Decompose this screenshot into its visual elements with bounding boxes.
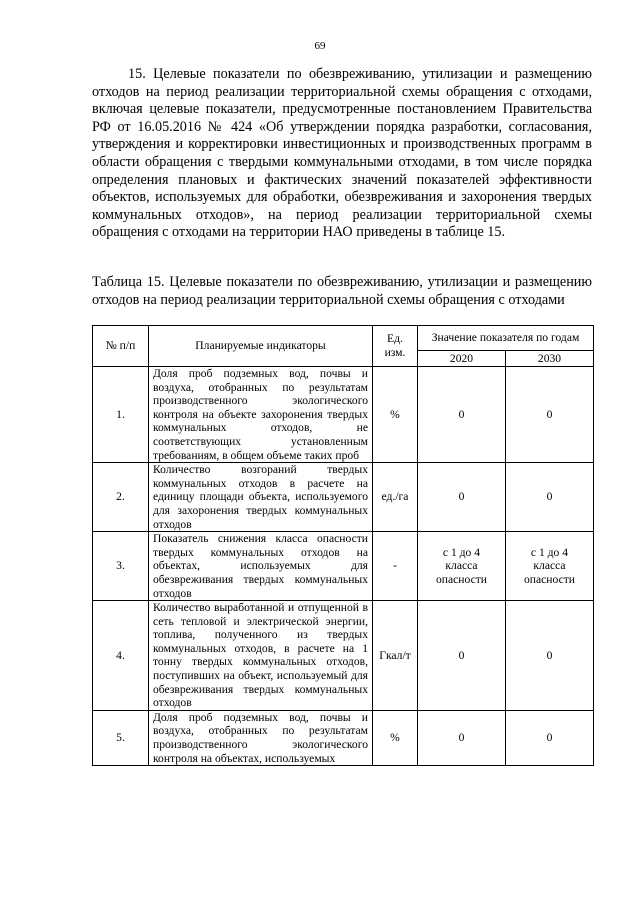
row-num: 4. <box>93 601 149 711</box>
header-unit: Ед. изм. <box>373 326 418 367</box>
row-value-2020: 0 <box>418 367 506 463</box>
row-indicator: Количество возгораний твердых коммунальных отходов в расчете на единицу площади объекта, используемого для захоронения твердых коммунальных отходов <box>149 463 373 532</box>
table-row <box>93 710 594 765</box>
row-value-2030: 0 <box>506 601 594 711</box>
table-row <box>93 532 594 601</box>
row-indicator: Количество выработанной и отпущенной в сеть тепловой и электрической энергии, топлива, полученного из твердых коммунальных отходов, в расчете на 1 тонну твердых коммунальных отходов, поступивших на объект, используемый для обезвреживания твердых коммунальных отходов <box>149 601 373 711</box>
target-indicators-table <box>92 325 594 766</box>
row-value-2020-text: с 1 до 4 класса опасности <box>435 545 487 586</box>
row-unit: - <box>373 532 418 601</box>
row-num: 3. <box>93 532 149 601</box>
row-value-2020: 0 <box>418 463 506 532</box>
header-indicator: Планируемые индикаторы <box>149 326 373 367</box>
row-value-2020: 0 <box>418 601 506 711</box>
row-indicator: Показатель снижения класса опасности твердых коммунальных отходов на объектах, используемых для обезвреживания твердых коммунальных отходов <box>149 532 373 601</box>
header-year-2030: 2030 <box>506 351 594 367</box>
row-value-2030: 0 <box>506 463 594 532</box>
row-unit: % <box>373 367 418 463</box>
header-value-group: Значение показателя по годам <box>418 326 594 351</box>
table-row <box>93 463 594 532</box>
row-num: 5. <box>93 710 149 765</box>
row-value-2020 <box>418 532 506 601</box>
intro-paragraph-text: 15. Целевые показатели по обезвреживанию, утилизации и размещению отходов на период реализации территориальной схемы обращения с отходами, включая целевые показатели, предусмотренные постановлением Правительства РФ от 16.05.2016 № 424 «Об утверждении порядка разработки, согласования, утверждения и корректировки инвестиционных и производственных программ в области обращения с твердыми коммунальными отходами, в том числе порядка определения плановых и фактических значений показателей эффективности объектов, используемых для обработки, обезвреживания и захоронения твердых коммунальных отходов», на период реализации территориальной схемы обращения с отходами на территории НАО приведены в таблице 15. <box>92 66 592 241</box>
row-indicator: Доля проб подземных вод, почвы и воздуха, отобранных по результатам производственного экологического контроля на объектах, используемых <box>149 710 373 765</box>
header-year-2020: 2020 <box>418 351 506 367</box>
row-value-2030-text: с 1 до 4 класса опасности <box>523 545 575 586</box>
row-unit: Гкал/т <box>373 601 418 711</box>
row-value-2030 <box>506 532 594 601</box>
table-row <box>93 367 594 463</box>
table-row <box>93 601 594 711</box>
table-caption: Таблица 15. Целевые показатели по обезвреживанию, утилизации и размещению отходов на период реализации территориальной схемы обращения с отходами <box>92 274 592 308</box>
row-num: 2. <box>93 463 149 532</box>
header-num: № п/п <box>93 326 149 367</box>
row-num: 1. <box>93 367 149 463</box>
row-value-2030: 0 <box>506 710 594 765</box>
row-indicator: Доля проб подземных вод, почвы и воздуха, отобранных по результатам производственного экологического контроля на объекте захоронения твердых коммунальных отходов, не соответствующих установленным требованиям, в общем объеме таких проб <box>149 367 373 463</box>
intro-paragraph <box>92 66 592 242</box>
row-unit: ед./га <box>373 463 418 532</box>
row-value-2020: 0 <box>418 710 506 765</box>
page-number: 69 <box>314 40 326 52</box>
row-unit: % <box>373 710 418 765</box>
row-value-2030: 0 <box>506 367 594 463</box>
